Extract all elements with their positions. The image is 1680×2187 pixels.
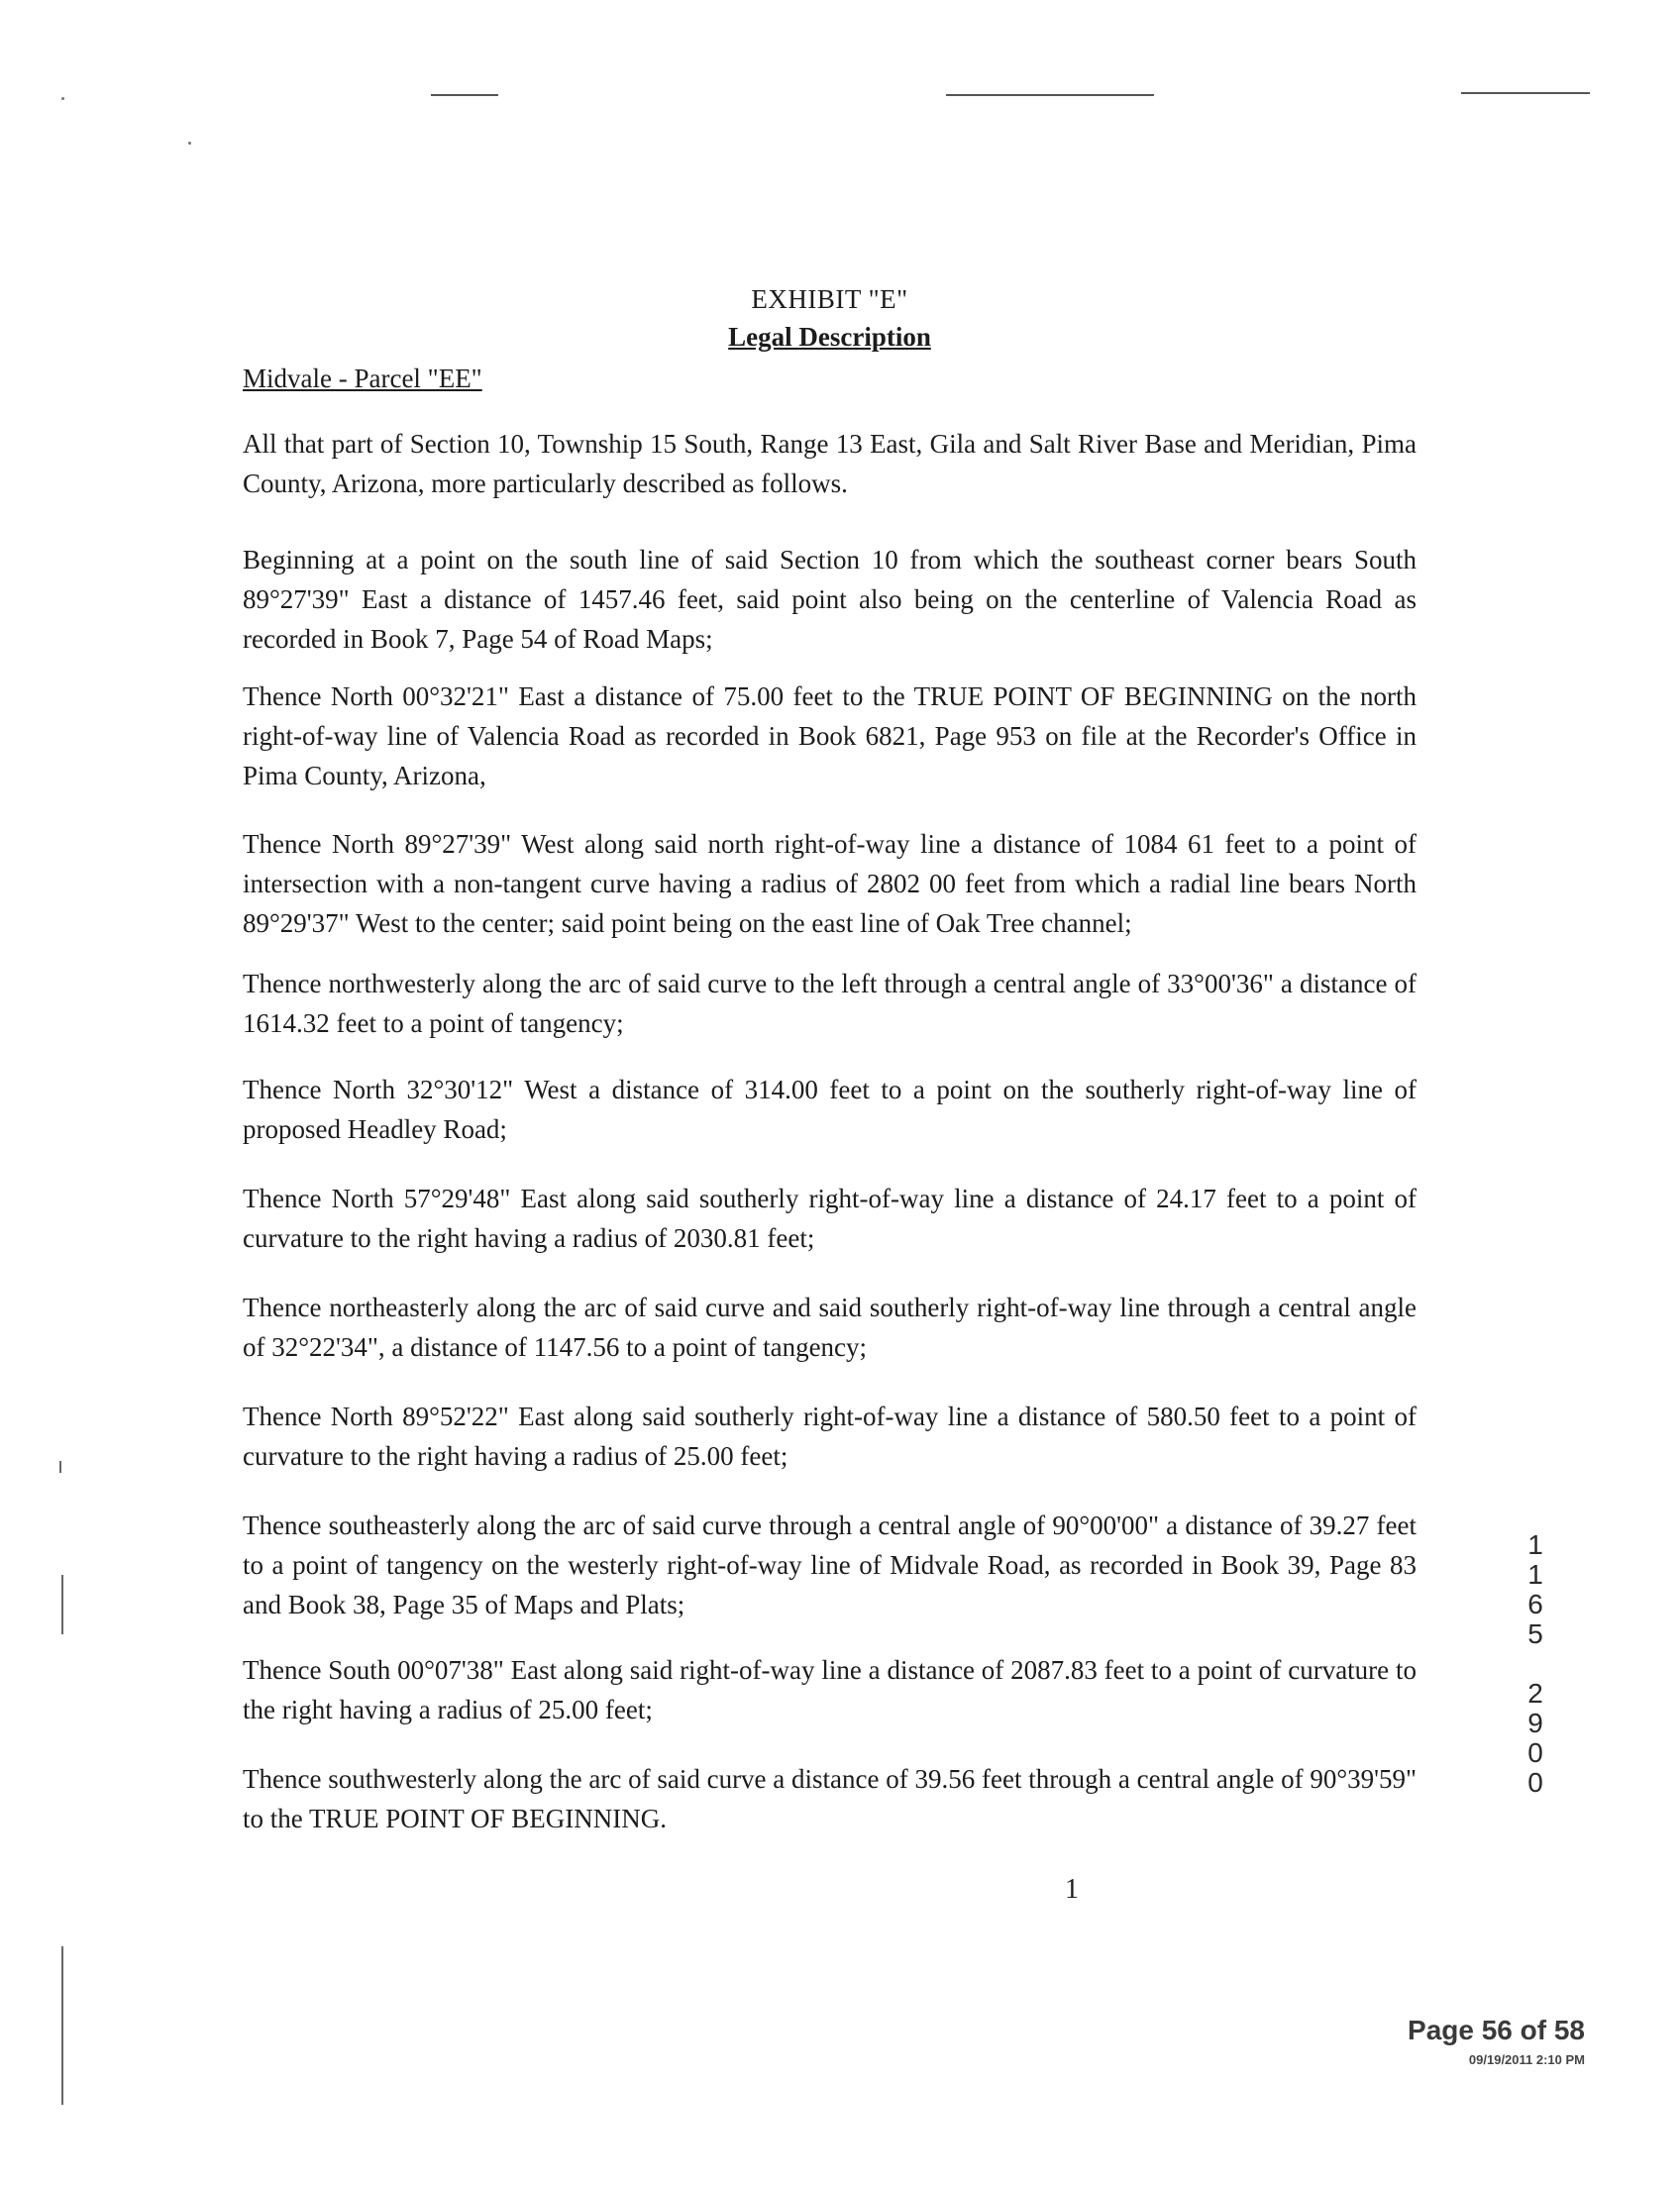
footer-page-label: Page 56 of 58 <box>1408 2015 1585 2045</box>
footer-timestamp: 09/19/2011 2:10 PM <box>1468 2052 1585 2067</box>
scan-left-edge-mark <box>61 1946 63 2105</box>
page-number: 1 <box>1065 1874 1079 1905</box>
exhibit-title: EXHIBIT "E" <box>751 284 908 314</box>
stamp-digit: 1 <box>1527 1529 1543 1560</box>
paragraph-course-6: Thence northeasterly along the arc of said curve and said southerly right-of-way line through a central angle of 32°22'34", a distance of 1147.56 to a point of tangency; <box>243 1293 1417 1362</box>
stamp-digit: 0 <box>1527 1767 1543 1798</box>
recording-number-stamp <box>1521 1530 1550 1798</box>
paragraph-course-4: Thence North 32°30'12" West a distance of 314.00 feet to a point on the southerly right-of-way line of proposed Headley Road; <box>243 1075 1417 1144</box>
scan-left-edge-mark <box>61 1575 63 1634</box>
stamp-digit: 0 <box>1527 1737 1543 1768</box>
paragraph-course-5: Thence North 57°29'48" East along said southerly right-of-way line a distance of 24.17 feet to a point of curvature to the right having a radius of 2030.81 feet; <box>243 1184 1417 1253</box>
paragraph-course-2: Thence North 89°27'39" West along said north right-of-way line a distance of 1084 61 feet to a point of intersection with a non-tangent curve having a radius of 2802 00 feet from which a radial line bears North 89°29'37" West to the center; said point being on the east line of Oak Tree channel; <box>243 829 1417 938</box>
paragraph-intro: All that part of Section 10, Township 15 South, Range 13 East, Gila and Salt River Base and Meridian, Pima County, Arizona, more particularly described as follows. <box>243 429 1417 498</box>
paragraph-course-1: Thence North 00°32'21" East a distance of 75.00 feet to the TRUE POINT OF BEGINNING on the north right-of-way line of Valencia Road as recorded in Book 6821, Page 953 on file at the Recorder's Office in Pima County, Arizona, <box>243 681 1417 790</box>
scan-top-rule-2 <box>946 94 1154 96</box>
stamp-digit: 1 <box>1527 1559 1543 1590</box>
legal-description-heading: Legal Description <box>728 322 931 352</box>
paragraph-course-9: Thence South 00°07'38" East along said right-of-way line a distance of 2087.83 feet to a point of curvature to the right having a radius of 25.00 feet; <box>243 1655 1417 1724</box>
paragraph-course-10: Thence southwesterly along the arc of said curve a distance of 39.56 feet through a central angle of 90°39'59" to the TRUE POINT OF BEGINNING. <box>243 1764 1418 1833</box>
paragraph-beginning: Beginning at a point on the south line of said Section 10 from which the southeast corner bears South 89°27'39" East a distance of 1457.46 feet, said point also being on the centerline of Valencia Road as recorded in Book 7, Page 54 of Road Maps; <box>243 545 1417 654</box>
stamp-digit: 2 <box>1527 1678 1543 1709</box>
scan-speck <box>188 142 191 145</box>
stamp-gap <box>1521 1649 1550 1679</box>
paragraph-course-8: Thence southeasterly along the arc of said curve through a central angle of 90°00'00" a distance of 39.27 feet to a point of tangency on the westerly right-of-way line of Midvale Road, as recorded in Book 39, Page 83 and Book 38, Page 35 of Maps and Plats; <box>243 1510 1417 1619</box>
scan-top-rule-1 <box>431 94 498 96</box>
scan-speck <box>61 97 64 100</box>
paragraph-course-3: Thence northwesterly along the arc of said curve to the left through a central angle of 33°00'36" a distance of 1614.32 feet to a point of tangency; <box>243 969 1417 1038</box>
scan-left-edge-mark <box>59 1461 61 1473</box>
stamp-digit: 6 <box>1527 1589 1543 1619</box>
stamp-digit: 9 <box>1527 1708 1543 1738</box>
parcel-label: Midvale - Parcel "EE" <box>243 364 482 393</box>
scan-top-rule-3 <box>1461 92 1590 94</box>
stamp-digit: 5 <box>1527 1618 1543 1649</box>
paragraph-course-7: Thence North 89°52'22" East along said southerly right-of-way line a distance of 580.50 feet to a point of curvature to the right having a radius of 25.00 feet; <box>243 1402 1417 1471</box>
